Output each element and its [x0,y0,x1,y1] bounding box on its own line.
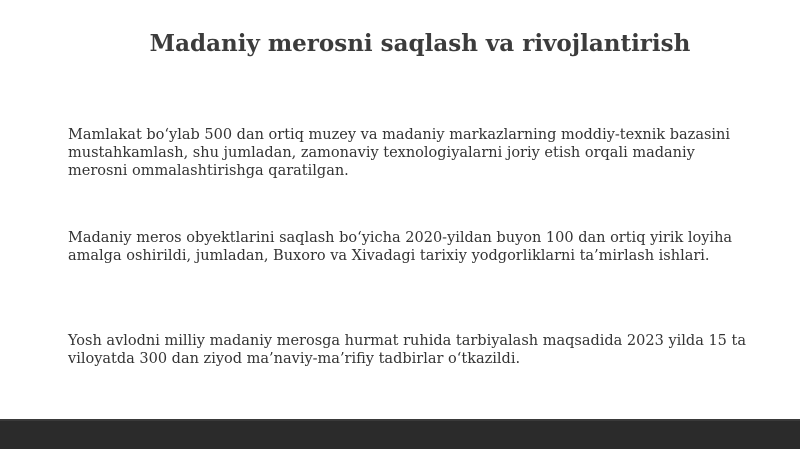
paragraph-museums: Mamlakat bo‘ylab 500 dan ortiq muzey va madaniy markazlarning moddiy-texnik bazasini mustahkamlash, shu jumladan, zamonaviy texnologiyalarni joriy etish orqali madaniy merosni ommalashtirishga qaratilgan. [68,127,731,179]
paragraph-heritage-projects: Madaniy meros obyektlarini saqlash bo‘yicha 2020-yildan buyon 100 dan ortiq yirik loyiha amalga oshirildi, jumladan, Buxoro va Xivadagi tarixiy yodgorliklarni ta’mirlash ishlari. [68,230,733,264]
slide-title: Madaniy merosni saqlash va rivojlantirish [149,30,691,57]
footer-bar [0,419,800,449]
paragraph-youth-events: Yosh avlodni milliy madaniy merosga hurmat ruhida tarbiyalash maqsadida 2023 yilda 15 ta viloyatda 300 dan ziyod ma’naviy-ma’rifiy tadbirlar o‘tkazildi. [68,333,746,367]
